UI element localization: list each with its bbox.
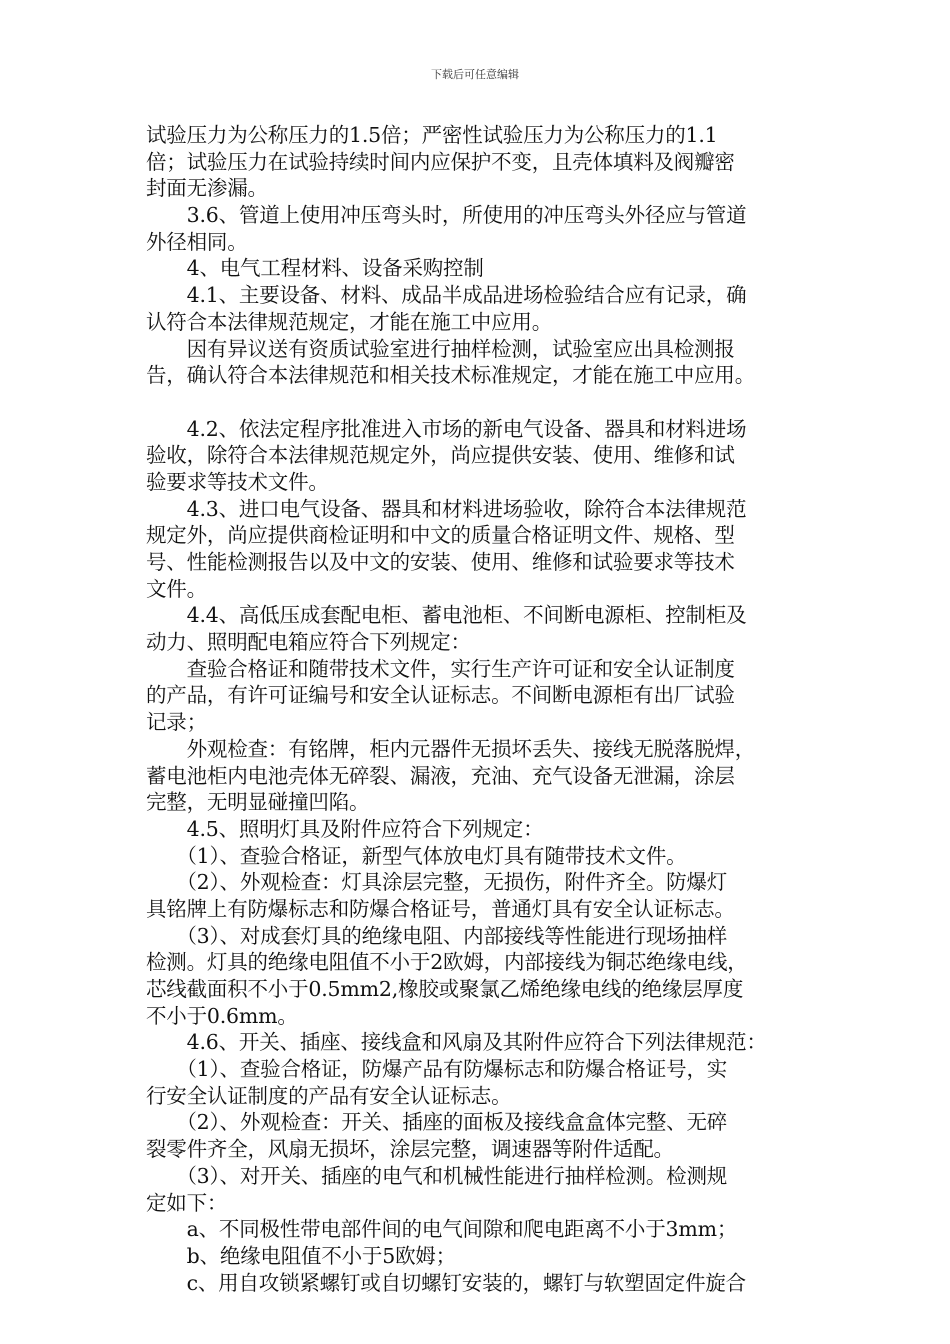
- text-line: 号、性能检测报告以及中文的安装、使用、维修和试验要求等技术: [146, 550, 735, 574]
- text-line: 行安全认证制度的产品有安全认证标志。: [146, 1083, 512, 1108]
- text-line: 记录；: [146, 710, 207, 735]
- text-line: 规定外，尚应提供商检证明和中文的质量合格证明文件、规格、型: [146, 523, 735, 548]
- text-line: 具铭牌上有防爆标志和防爆合格证号，普通灯具有安全认证标志。: [146, 896, 735, 921]
- text-line: 蓄电池柜内电池壳体无碎裂、漏液，充油、充气设备无泄漏，涂层: [146, 763, 735, 788]
- text-line: 因有异议送有资质试验室进行抽样检测，试验室应出具检测报: [146, 336, 735, 361]
- text-line: （3）、对开关、插座的电气和机械性能进行抽样检测。检测规: [146, 1163, 728, 1188]
- text-line: 4.5、照明灯具及附件应符合下列规定：: [146, 816, 544, 841]
- text-line: 的产品，有许可证编号和安全认证标志。不间断电源柜有出厂试验: [146, 683, 735, 708]
- text-line: 外径相同。: [146, 229, 248, 254]
- text-line: （1）、查验合格证，防爆产品有防爆标志和防爆合格证号，实: [146, 1057, 728, 1082]
- page-header: 下载后可任意编辑: [431, 68, 519, 81]
- text-line: 外观检查：有铭牌，柜内元器件无损坏丢失、接线无脱落脱焊，: [146, 736, 755, 761]
- text-line: 动力、照明配电箱应符合下列规定：: [146, 630, 471, 655]
- text-line: 定如下：: [146, 1190, 228, 1215]
- text-line: （2）、外观检查：开关、插座的面板及接线盒盒体完整、无碎: [146, 1110, 728, 1135]
- blank-line: [146, 389, 826, 416]
- text-line: 试验压力为公称压力的1.5倍；严密性试验压力为公称压力的1.1: [146, 123, 718, 147]
- text-line: 倍；试验压力在试验持续时间内应保护不变，且壳体填料及阀瓣密: [146, 149, 735, 174]
- text-line: 4.4、高低压成套配电柜、蓄电池柜、不间断电源柜、控制柜及: [146, 603, 747, 628]
- text-line: a、不同极性带电部件间的电气间隙和爬电距离不小于3mm；: [146, 1217, 738, 1242]
- text-line: c、用自攻锁紧螺钉或自切螺钉安装的，螺钉与软塑固定件旋合: [146, 1270, 746, 1295]
- text-line: （2）、外观检查：灯具涂层完整，无损伤，附件齐全。防爆灯: [146, 870, 728, 895]
- text-line: 封面无渗漏。: [146, 176, 268, 201]
- text-line: b、绝缘电阻值不小于5欧姆；: [146, 1243, 456, 1268]
- document-body: [146, 122, 826, 1296]
- text-line: （3）、对成套灯具的绝缘电阻、内部接线等性能进行现场抽样: [146, 923, 728, 948]
- text-line: 4.6、开关、插座、接线盒和风扇及其附件应符合下列法律规范：: [146, 1030, 767, 1055]
- text-line: 验要求等技术文件。: [146, 469, 329, 494]
- text-line: 裂零件齐全，风扇无损坏，涂层完整，调速器等附件适配。: [146, 1137, 674, 1162]
- text-line: 芯线截面积不小于0.5mm2,橡胶或聚氯乙烯绝缘电线的绝缘层厚度: [146, 977, 744, 1001]
- text-line: 不小于0.6mm。: [146, 1003, 298, 1028]
- text-line: 告，确认符合本法律规范和相关技术标准规定，才能在施工中应用。: [146, 363, 755, 388]
- section-heading: 4、电气工程材料、设备采购控制: [146, 256, 484, 281]
- text-line: 验收，除符合本法律规范规定外，尚应提供安装、使用、维修和试: [146, 443, 735, 468]
- text-line: 文件。: [146, 576, 207, 601]
- text-line: 检测。灯具的绝缘电阻值不小于2欧姆，内部接线为铜芯绝缘电线，: [146, 950, 748, 975]
- text-line: 查验合格证和随带技术文件，实行生产许可证和安全认证制度: [146, 656, 735, 681]
- text-line: （1）、查验合格证，新型气体放电灯具有随带技术文件。: [146, 843, 687, 868]
- text-line: 3.6、管道上使用冲压弯头时，所使用的冲压弯头外径应与管道: [146, 203, 747, 228]
- text-line: 4.1、主要设备、材料、成品半成品进场检验结合应有记录，确: [146, 283, 747, 308]
- text-line: 4.3、进口电气设备、器具和材料进场验收，除符合本法律规范: [146, 496, 747, 521]
- text-line: 认符合本法律规范规定，才能在施工中应用。: [146, 309, 552, 334]
- text-line: 完整，无明显碰撞凹陷。: [146, 790, 370, 815]
- text-line: 4.2、依法定程序批准进入市场的新电气设备、器具和材料进场: [146, 416, 747, 441]
